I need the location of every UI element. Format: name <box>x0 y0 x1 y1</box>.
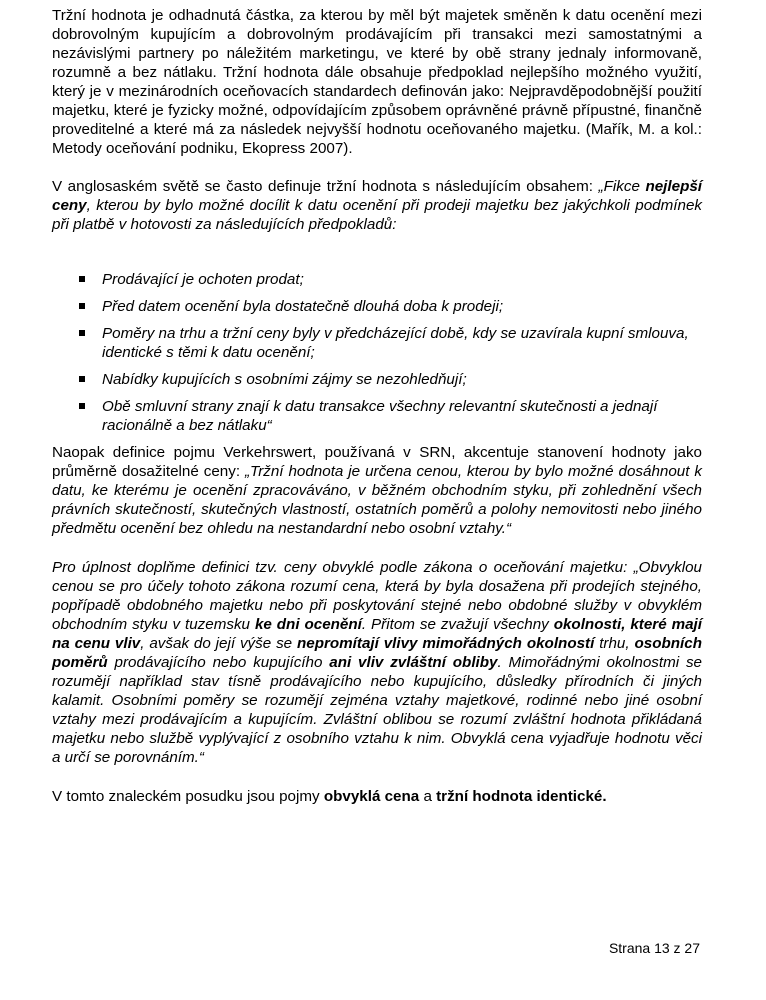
text-segment: trhu, <box>594 635 635 652</box>
text-segment: , avšak do její výše se <box>140 635 297 652</box>
quote-segment: „Fikce <box>598 178 646 195</box>
text-segment: V anglosaském světě se často definuje tržní hodnota s následujícím obsahem: <box>52 178 599 195</box>
document-page <box>52 6 702 806</box>
square-bullet-icon <box>79 276 85 282</box>
text-segment: Pro úplnost doplňme definici tzv. ceny obvyklé podle zákona o oceňování majetku: „Obvyklou cenou se pro účely tohoto zákona rozumí cena, která by byla dosažena při prodejích stejného, popřípadě obdobného majetku nebo při poskytování stejné nebo obdobné služby v obvyklém obchodním styku v tuzemsku <box>52 559 702 633</box>
text-segment: a <box>419 788 437 805</box>
paragraph-market-value-definition: Tržní hodnota je odhadnutá částka, za kterou by měl být majetek směněn k datu ocenění mezi dobrovolným kupujícím a dobrovolným prodávajícím při transakci mezi samostatnými a nezávislými partnery po náležitém marketingu, ve které by obě strany jednaly informovaně, rozumně a bez nátlaku. Tržní hodnota dále obsahuje předpoklad nejlepšího možného využití, který je v mezinárodních oceňovacích standardech definován jako: Nejpravděpodobnější použití majetku, které je fyzicky možné, odpovídajícím způsobem oprávněné právně přípustné, finančně proveditelné a které má za následek nejvyšší hodnotu oceňovaného majetku. (Mařík, M. a kol.: Metody oceňování podniku, Ekopress 2007). <box>52 7 702 157</box>
paragraph-verkehrswert-definition <box>52 443 702 538</box>
list-item <box>52 270 702 289</box>
page-number: Strana 13 z 27 <box>608 940 700 956</box>
text-segment: Naopak definice pojmu Verkehrswert, používaná v SRN, akcentuje stanovení hodnoty jako průměrně dosažitelné ceny: <box>52 444 702 480</box>
list-item-text: Obě smluvní strany znají k datu transakce všechny relevantní skutečnosti a jednají racionálně a bez nátlaku“ <box>102 398 658 434</box>
emphasis-segment: ani vliv zvláštní obliby <box>329 654 498 671</box>
quote-segment: , kterou by bylo možné docílit k datu ocenění při prodeji majetku bez jakýchkoli podmínek při platbě v hotovosti za následujících předpokladů: <box>52 197 702 233</box>
square-bullet-icon <box>79 303 85 309</box>
list-item <box>52 397 702 435</box>
square-bullet-icon <box>79 376 85 382</box>
text-segment: prodávajícího nebo kupujícího <box>107 654 330 671</box>
list-item <box>52 297 702 316</box>
list-item-text: Před datem ocenění byla dostatečně dlouhá doba k prodeji; <box>102 298 504 315</box>
square-bullet-icon <box>79 403 85 409</box>
paragraph-anglo-saxon-definition <box>52 177 702 234</box>
emphasis-segment: tržní hodnota identické. <box>436 788 607 805</box>
emphasis-segment: nepromítají vlivy mimořádných okolností <box>296 635 595 652</box>
list-item-text: Poměry na trhu a tržní ceny byly v předcházející době, kdy se uzavírala kupní smlouva, identické s těmi k datu ocenění; <box>102 325 689 361</box>
list-item-text: Prodávající je ochoten prodat; <box>102 271 304 288</box>
list-item-text: Nabídky kupujících s osobními zájmy se nezohledňují; <box>102 371 467 388</box>
emphasis-segment: osobních poměrů <box>52 635 702 671</box>
emphasis-segment: obvyklá cena <box>323 788 420 805</box>
emphasis-best-price: nejlepší ceny <box>52 178 703 214</box>
text-segment: . Přitom se zvažují všechny <box>361 616 554 633</box>
list-item <box>52 370 702 389</box>
text-segment: . Mimořádnými okolnostmi se rozumějí například stav tísně prodávajícího nebo kupujícího, důsledky přírodních či jiných kalamit. Osobními poměry se rozumějí zejména vztahy majetkové, rodinné nebo jiné osobní vztahy mezi prodávajícím a kupujícím. Zvláštní oblibou se rozumí zvláštní hodnota přikládaná majetku nebo službě vyplývající z osobního vztahu k nim. Obvyklá cena vyjadřuje hodnotu věci a určí se porovnáním.“ <box>52 654 702 766</box>
paragraph-usual-price-definition <box>52 558 702 767</box>
emphasis-segment: okolnosti, které mají na cenu vliv <box>52 616 702 652</box>
list-item <box>52 324 702 362</box>
paragraph-conclusion <box>52 787 702 806</box>
emphasis-segment: ke dni ocenění <box>254 616 362 633</box>
text-segment: V tomto znaleckém posudku jsou pojmy <box>52 788 324 805</box>
assumptions-list <box>52 270 702 435</box>
square-bullet-icon <box>79 330 85 336</box>
quote-segment: „Tržní hodnota je určena cenou, kterou by bylo možné dosáhnout k datu, ke kterému je ocenění zpracováváno, v běžném obchodním styku, při zohlednění všech právních skutečností, skutečných vlastností, ostatních poměrů a polohy nemovitosti nebo jiného předmětu ocenění bez ohledu na nestandardní nebo osobní vztahy.“ <box>52 463 702 537</box>
